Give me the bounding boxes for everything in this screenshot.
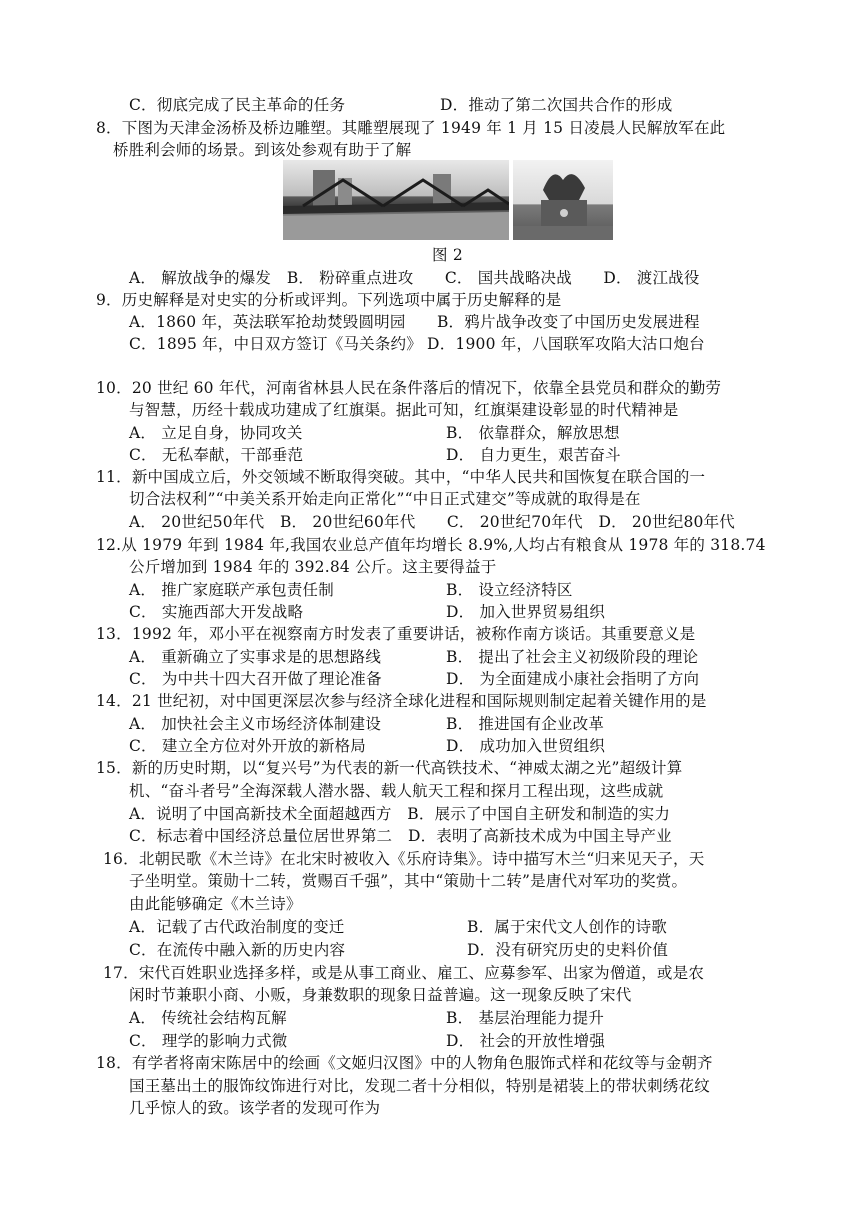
- text-line-l7: A．1860 年，英法联军抢劫焚毁圆明园 B．鸦片战争改变了中国历史发展进程: [129, 313, 700, 331]
- victory-sculpture-photo: [513, 160, 613, 240]
- text-line-l32: 由此能够确定《木兰诗》: [129, 895, 302, 913]
- text-line-l22b: D． 为全面建成小康社会指明了方向: [446, 670, 700, 688]
- text-line-l22: C． 为中共十四大召开做了理论准备: [129, 670, 382, 688]
- text-line-l3: 桥胜利会师的场景。到该处参观有助于了解: [113, 141, 412, 159]
- text-line-l31: 子坐明堂。策勋十二转，赏赐百千强”，其中“策勋十二转”是唐代对军功的奖赏。: [129, 872, 688, 890]
- text-line-l38: C． 理学的影响力式微: [129, 1032, 288, 1050]
- text-line-l12: C． 无私奉献，干部垂范: [129, 446, 304, 464]
- text-line-l40: 国王墓出土的服饰纹饰进行对比，发现二者十分相似，特别是裙装上的带状刺绣花纹: [129, 1077, 710, 1095]
- text-line-l34: C．在流传中融入新的历史内容: [129, 941, 346, 959]
- text-line-l15: A． 20世纪50年代 B． 20世纪60年代 C． 20世纪70年代 D． 20世纪80年代: [129, 513, 735, 531]
- text-line-l11b: B． 依靠群众，解放思想: [446, 424, 620, 442]
- text-line-l37: A． 传统社会结构瓦解: [129, 1009, 287, 1027]
- text-line-l33: A．记载了古代政治制度的变迁: [129, 918, 345, 936]
- text-line-l4: 图 2: [432, 246, 463, 264]
- text-line-l24: A． 加快社会主义市场经济体制建设: [129, 715, 382, 733]
- text-line-l5: A． 解放战争的爆发 B． 粉碎重点进攻 C． 国共战略决战 D． 渡江战役: [129, 269, 700, 287]
- text-line-l23: 14．21 世纪初，对中国更深层次参与经济全球化进程和国际规则制定起着关键作用的是: [96, 692, 707, 710]
- text-line-l17: 公斤增加到 1984 年的 392.84 公斤。这主要得益于: [129, 558, 497, 576]
- text-line-l28: A．说明了中国高新技术全面超越西方 B．展示了中国自主研发和制造的实力: [129, 805, 671, 823]
- text-line-l10: 与智慧，历经十载成功建成了红旗渠。据此可知，红旗渠建设彰显的时代精神是: [129, 401, 679, 419]
- text-line-l12b: D． 自力更生，艰苦奋斗: [446, 446, 621, 464]
- text-line-l21b: B． 提出了社会主义初级阶段的理论: [446, 648, 699, 666]
- text-line-l24b: B． 推进国有企业改革: [446, 715, 605, 733]
- text-line-l20: 13．1992 年，邓小平在视察南方时发表了重要讲话，被称作南方谈话。其重要意义是: [96, 625, 696, 643]
- text-line-l27: 机、“奋斗者号”全海深载人潜水器、载人航天工程和探月工程出现，这些成就: [129, 782, 664, 800]
- text-line-l37b: B． 基层治理能力提升: [446, 1009, 605, 1027]
- bridge-illustration: [283, 160, 509, 240]
- text-line-l18b: B． 设立经济特区: [446, 581, 573, 599]
- text-line-l9: 10．20 世纪 60 年代，河南省林县人民在条件落后的情况下，依靠全县党员和群众的勤劳: [96, 379, 722, 397]
- text-line-l16: 12.从 1979 年到 1984 年,我国农业总产值年均增长 8.9%,人均占有粮食从 1978 年的 318.74: [96, 536, 766, 554]
- text-line-l8: C．1895 年，中日双方签订《马关条约》 D．1900 年，八国联军攻陷大沽口炮台: [129, 335, 705, 353]
- text-line-l1: C．彻底完成了民主革命的任务: [129, 96, 346, 114]
- text-line-l19b: D． 加入世界贸易组织: [446, 603, 606, 621]
- text-line-l39: 18．有学者将南宋陈居中的绘画《文姬归汉图》中的人物角色服饰式样和花纹等与金朝齐: [96, 1054, 713, 1072]
- text-line-l25b: D． 成功加入世贸组织: [446, 737, 606, 755]
- text-line-l14: 切合法权利”“中美关系开始走向正常化”“中日正式建交”等成就的取得是在: [129, 490, 641, 508]
- jintang-bridge-photo: [283, 160, 509, 240]
- text-line-l25: C． 建立全方位对外开放的新格局: [129, 737, 366, 755]
- text-line-l36: 闲时节兼职小商、小贩，身兼数职的现象日益普遍。这一现象反映了宋代: [129, 986, 632, 1004]
- text-line-l35: 17．宋代百姓职业选择多样，或是从事工商业、雇工、应募参军、出家为僧道，或是农: [103, 964, 705, 982]
- text-line-l21: A． 重新确立了实事求是的思想路线: [129, 648, 382, 666]
- text-line-l13: 11．新中国成立后，外交领域不断取得突破。其中，“中华人民共和国恢复在联合国的一: [96, 468, 706, 486]
- text-line-l19: C． 实施西部大开发战略: [129, 603, 304, 621]
- text-line-l18: A． 推广家庭联产承包责任制: [129, 581, 334, 599]
- text-line-l34b: D．没有研究历史的史料价值: [467, 941, 669, 959]
- text-line-l30: 16．北朝民歌《木兰诗》在北宋时被收入《乐府诗集》。诗中描写木兰“归来见天子，天: [103, 850, 705, 868]
- text-line-l1b: D．推动了第二次国共合作的形成: [440, 96, 673, 114]
- text-line-l29: C．标志着中国经济总量位居世界第二 D．表明了高新技术成为中国主导产业: [129, 827, 672, 845]
- text-line-l26: 15．新的历史时期，以“复兴号”为代表的新一代高铁技术、“神威太湖之光”超级计算: [96, 759, 683, 777]
- sculpture-illustration: [513, 160, 613, 240]
- text-line-l33b: B．属于宋代文人创作的诗歌: [467, 918, 667, 936]
- text-line-l11: A． 立足自身，协同攻关: [129, 424, 303, 442]
- text-line-l41: 几乎惊人的致。该学者的发现可作为: [129, 1099, 381, 1117]
- text-line-l38b: D． 社会的开放性增强: [446, 1032, 606, 1050]
- text-line-l2: 8．下图为天津金汤桥及桥边雕塑。其雕塑展现了 1949 年 1 月 15 日凌晨人民解放军在此: [96, 119, 726, 137]
- text-line-l6: 9．历史解释是对史实的分析或评判。下列选项中属于历史解释的是: [96, 291, 562, 309]
